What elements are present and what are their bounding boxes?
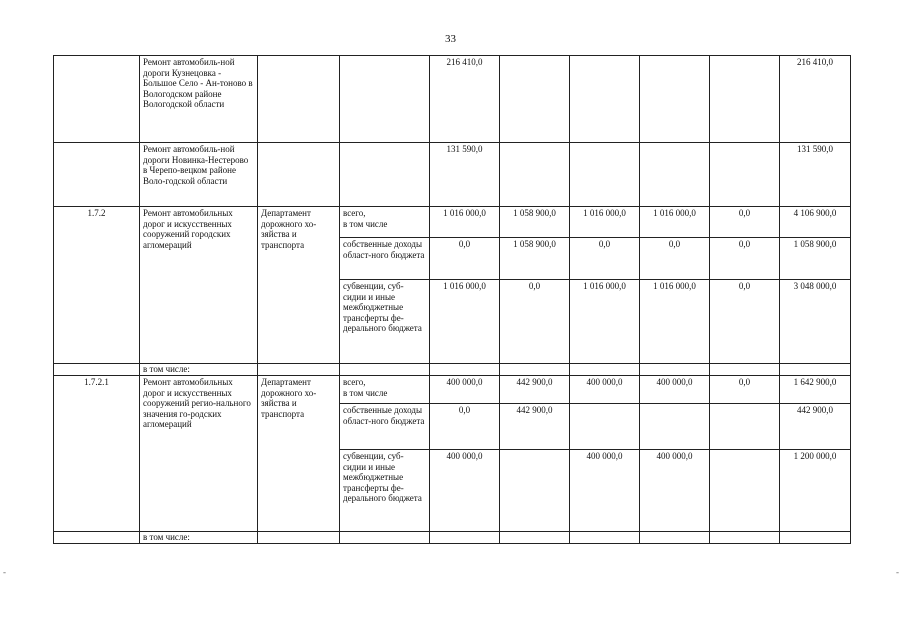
value-year-2: 442 900,0 — [500, 404, 570, 450]
event-name: Ремонт автомобильных дорог и искусственных сооружений регио-нального значения го-родских агломераций — [140, 376, 258, 532]
value-year-4 — [640, 56, 710, 143]
value-total: 131 590,0 — [780, 143, 851, 207]
value-year-3: 1 016 000,0 — [570, 207, 640, 238]
source-cell — [340, 143, 430, 207]
event-name: Ремонт автомобиль-ной дороги Кузнецовка - Большое Село - Ан-тоново в Вологодском районе Вологодской области — [140, 56, 258, 143]
value-year-4: 1 016 000,0 — [640, 207, 710, 238]
value-year-5: 0,0 — [710, 238, 780, 280]
executor-name: Департамент дорожного хо-зяйства и транспорта — [258, 376, 340, 532]
source-cell — [340, 532, 430, 544]
table-row — [54, 56, 851, 143]
source-label: всего, в том числе — [340, 376, 430, 404]
event-name: Ремонт автомобильных дорог и искусственных сооружений городских агломераций — [140, 207, 258, 364]
value-year-3: 400 000,0 — [570, 450, 640, 532]
source-label: собственные доходы област-ного бюджета — [340, 404, 430, 450]
value-year-1: 1 016 000,0 — [430, 207, 500, 238]
value-year-4: 400 000,0 — [640, 376, 710, 404]
value-year-4 — [640, 364, 710, 376]
value-year-2: 1 058 900,0 — [500, 238, 570, 280]
value-year-5 — [710, 404, 780, 450]
value-year-2: 1 058 900,0 — [500, 207, 570, 238]
value-year-5 — [710, 364, 780, 376]
value-year-4 — [640, 532, 710, 544]
value-year-3 — [570, 56, 640, 143]
value-year-3 — [570, 143, 640, 207]
value-total: 442 900,0 — [780, 404, 851, 450]
value-year-4 — [640, 143, 710, 207]
value-year-5: 0,0 — [710, 207, 780, 238]
source-cell — [340, 56, 430, 143]
value-total: 3 048 000,0 — [780, 280, 851, 364]
value-year-5 — [710, 532, 780, 544]
executor-cell — [258, 143, 340, 207]
value-year-3: 1 016 000,0 — [570, 280, 640, 364]
page-number: 33 — [445, 33, 456, 45]
value-year-1: 1 016 000,0 — [430, 280, 500, 364]
value-year-3: 0,0 — [570, 238, 640, 280]
value-year-5 — [710, 56, 780, 143]
table-row — [54, 143, 851, 207]
value-year-2 — [500, 364, 570, 376]
table-row — [54, 376, 851, 404]
value-total — [780, 532, 851, 544]
executor-cell — [258, 56, 340, 143]
in-that-number-label: в том числе: — [140, 364, 258, 376]
value-total: 1 642 900,0 — [780, 376, 851, 404]
value-year-2 — [500, 532, 570, 544]
value-year-1 — [430, 364, 500, 376]
value-total: 4 106 900,0 — [780, 207, 851, 238]
margin-mark-right: - — [896, 567, 899, 577]
value-year-5 — [710, 143, 780, 207]
table-row — [54, 364, 851, 376]
value-total: 216 410,0 — [780, 56, 851, 143]
value-year-2 — [500, 143, 570, 207]
source-label: всего, в том числе — [340, 207, 430, 238]
code-cell — [54, 56, 140, 143]
value-year-3 — [570, 532, 640, 544]
value-year-5: 0,0 — [710, 280, 780, 364]
value-year-3: 400 000,0 — [570, 376, 640, 404]
value-year-5 — [710, 450, 780, 532]
value-year-4: 400 000,0 — [640, 450, 710, 532]
value-year-1: 216 410,0 — [430, 56, 500, 143]
value-year-3 — [570, 364, 640, 376]
margin-mark-left: - — [3, 567, 6, 577]
value-year-1: 131 590,0 — [430, 143, 500, 207]
value-total: 1 200 000,0 — [780, 450, 851, 532]
event-code: 1.7.2.1 — [54, 376, 140, 532]
code-cell — [54, 143, 140, 207]
value-year-1: 0,0 — [430, 238, 500, 280]
value-year-5: 0,0 — [710, 376, 780, 404]
in-that-number-label: в том числе: — [140, 532, 258, 544]
value-year-4 — [640, 404, 710, 450]
value-total — [780, 364, 851, 376]
value-year-1: 400 000,0 — [430, 450, 500, 532]
source-label: субвенции, суб-сидии и иные межбюджетные трансферты фе-дерального бюджета — [340, 450, 430, 532]
executor-cell — [258, 364, 340, 376]
source-label: собственные доходы област-ного бюджета — [340, 238, 430, 280]
executor-name: Департамент дорожного хо-зяйства и транспорта — [258, 207, 340, 364]
value-year-2 — [500, 450, 570, 532]
executor-cell — [258, 532, 340, 544]
table-row — [54, 207, 851, 238]
value-year-4: 1 016 000,0 — [640, 280, 710, 364]
code-cell — [54, 364, 140, 376]
value-total: 1 058 900,0 — [780, 238, 851, 280]
value-year-1: 0,0 — [430, 404, 500, 450]
value-year-4: 0,0 — [640, 238, 710, 280]
event-name: Ремонт автомобиль-ной дороги Новинка-Нестерово в Черепо-вецком районе Воло-годской области — [140, 143, 258, 207]
value-year-2: 0,0 — [500, 280, 570, 364]
event-code: 1.7.2 — [54, 207, 140, 364]
value-year-2: 442 900,0 — [500, 376, 570, 404]
value-year-3 — [570, 404, 640, 450]
code-cell — [54, 532, 140, 544]
value-year-2 — [500, 56, 570, 143]
value-year-1: 400 000,0 — [430, 376, 500, 404]
source-label: субвенции, суб-сидии и иные межбюджетные трансферты фе-дерального бюджета — [340, 280, 430, 364]
budget-table — [53, 55, 851, 544]
value-year-1 — [430, 532, 500, 544]
table-row — [54, 532, 851, 544]
source-cell — [340, 364, 430, 376]
